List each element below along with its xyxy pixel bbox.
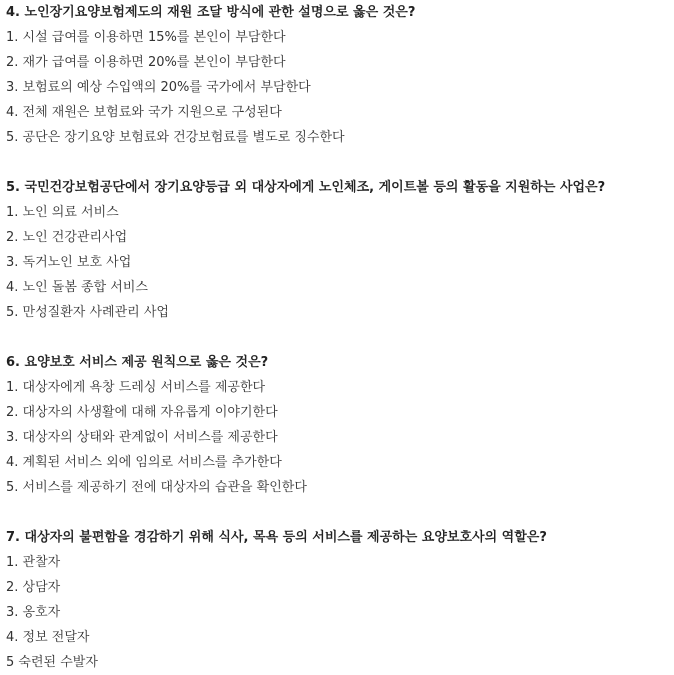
answer-option: 5. 공단은 장기요양 보험료와 건강보험료를 별도로 징수한다: [6, 130, 345, 145]
question-7: [6, 525, 674, 675]
answer-option: 5 숙련된 수발자: [6, 655, 98, 670]
answer-option: 4. 전체 재원은 보험료와 국가 지원으로 구성된다: [6, 105, 282, 120]
question-6: [6, 350, 674, 500]
answer-option: 1. 노인 의료 서비스: [6, 205, 119, 220]
answer-option: 3. 독거노인 보호 사업: [6, 255, 132, 270]
answer-option: 4. 노인 돌봄 종합 서비스: [6, 280, 148, 295]
question-5: [6, 175, 674, 325]
blank-line: [6, 150, 674, 175]
answer-option: 2. 노인 건강관리사업: [6, 230, 128, 245]
answer-option: 5. 만성질환자 사례관리 사업: [6, 305, 169, 320]
blank-line: [6, 325, 674, 350]
answer-option: 4. 계획된 서비스 외에 임의로 서비스를 추가한다: [6, 455, 282, 470]
question-title: 5. 국민건강보험공단에서 장기요양등급 외 대상자에게 노인체조, 게이트볼 등의 활동을 지원하는 사업은?: [6, 180, 606, 195]
answer-option: 2. 상담자: [6, 580, 61, 595]
answer-option: 3. 보험료의 예상 수입액의 20%를 국가에서 부담한다: [6, 80, 311, 95]
answer-option: 1. 관찰자: [6, 555, 61, 570]
answer-option: 5. 서비스를 제공하기 전에 대상자의 습관을 확인한다: [6, 480, 307, 495]
question-title: 7. 대상자의 불편함을 경감하기 위해 식사, 목욕 등의 서비스를 제공하는 요양보호사의 역할은?: [6, 530, 547, 545]
answer-option: 2. 재가 급여를 이용하면 20%를 본인이 부담한다: [6, 55, 286, 70]
question-title: 6. 요양보호 서비스 제공 원칙으로 옳은 것은?: [6, 355, 269, 370]
answer-option: 4. 정보 전달자: [6, 630, 90, 645]
answer-option: 3. 대상자의 상태와 관계없이 서비스를 제공한다: [6, 430, 278, 445]
answer-option: 1. 시설 급여를 이용하면 15%를 본인이 부담한다: [6, 30, 286, 45]
answer-option: 1. 대상자에게 욕창 드레싱 서비스를 제공한다: [6, 380, 266, 395]
question-title: 4. 노인장기요양보험제도의 재원 조달 방식에 관한 설명으로 옳은 것은?: [6, 5, 416, 20]
blank-line: [6, 500, 674, 525]
question-4: [6, 0, 674, 150]
answer-option: 3. 옹호자: [6, 605, 61, 620]
answer-option: 2. 대상자의 사생활에 대해 자유롭게 이야기한다: [6, 405, 278, 420]
